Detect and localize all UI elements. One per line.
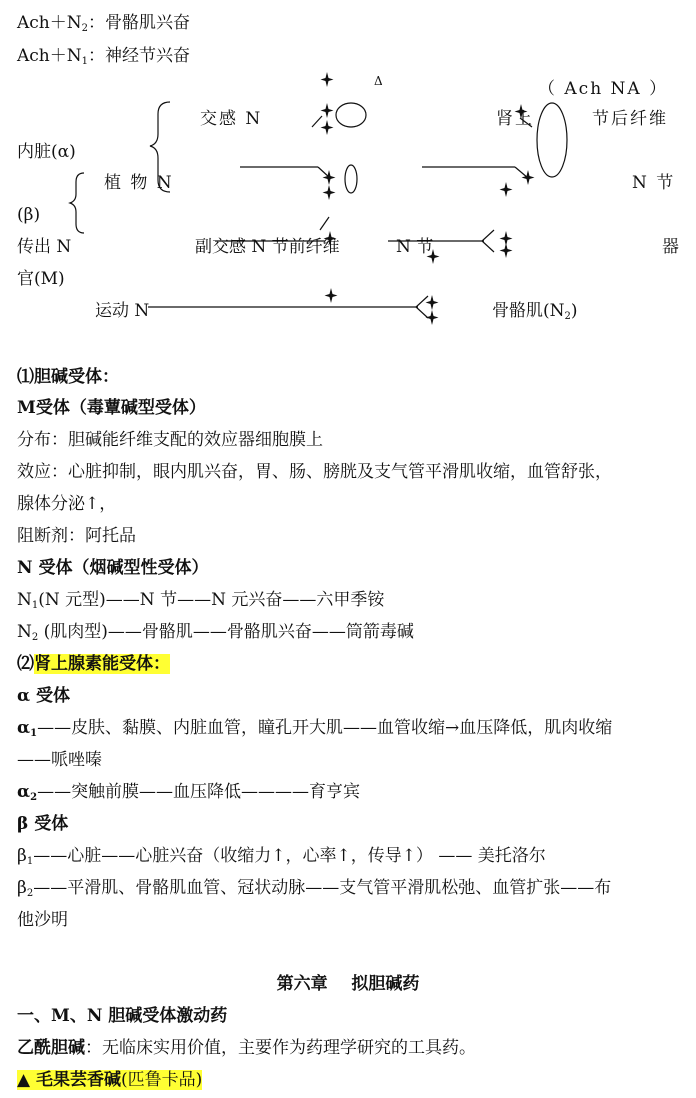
ach-na-label: （ Ach NA ） bbox=[538, 79, 669, 99]
sparkle-mark bbox=[522, 170, 535, 185]
n2-pre: N bbox=[17, 622, 32, 642]
ach-n2-pre: Ach＋N bbox=[17, 13, 82, 33]
alpha1-text: ——皮肤、黏膜、内脏血管，瞳孔开大肌——血管收缩→血压降低，肌肉收缩 bbox=[37, 718, 613, 738]
adrenal-ellipse bbox=[537, 103, 567, 177]
beta2-pre: β bbox=[17, 878, 27, 898]
organ-right-label: 器 bbox=[662, 237, 681, 257]
alpha1-pre: α bbox=[17, 718, 31, 738]
beta2-cont: 他沙明 bbox=[17, 910, 68, 930]
ach-n2-post: ：骨骼肌兴奋 bbox=[88, 13, 190, 33]
alpha2-text: ——突触前膜——血压降低————育亨宾 bbox=[37, 782, 361, 802]
sparkle-mark bbox=[321, 103, 334, 118]
beta1-line bbox=[17, 845, 546, 873]
section-heading: 一、M、N 胆碱受体激动药 bbox=[17, 1006, 228, 1026]
adrenergic-heading: 肾上腺素能受体： bbox=[34, 654, 170, 674]
viscera-label: 内脏(α) bbox=[17, 142, 76, 162]
sym-stub-line bbox=[312, 116, 322, 127]
ach-n1-sub: 1 bbox=[81, 56, 88, 67]
postganglionic-label: 节后纤维 bbox=[592, 109, 668, 129]
n1-sub: 1 bbox=[31, 600, 39, 611]
ach-line bbox=[17, 1037, 476, 1059]
n2-sub: 2 bbox=[31, 632, 39, 643]
organ-m-label: 官(M) bbox=[17, 269, 65, 289]
n2-line bbox=[17, 621, 414, 649]
motor-label: 运动 N bbox=[95, 301, 150, 321]
kidney-label: 肾上 bbox=[496, 109, 534, 129]
alpha2-pre: α bbox=[17, 782, 31, 802]
cholinergic-heading: ⑴胆碱受体： bbox=[17, 367, 119, 387]
parasympathetic-label: 副交感 N 节前纤维 bbox=[195, 237, 340, 257]
skeletal-n2-pre: 骨骼肌(N bbox=[492, 301, 565, 321]
alpha2-line bbox=[17, 781, 360, 809]
pilocarpine-name: 毛果芸香碱 bbox=[36, 1070, 121, 1090]
alpha1-sub: 1 bbox=[30, 728, 38, 739]
diagram-lines bbox=[0, 0, 696, 340]
skeletal-n2-post: ) bbox=[570, 301, 578, 321]
beta-label: (β) bbox=[17, 205, 41, 225]
n-jie-label: N 节 bbox=[632, 173, 676, 193]
beta-heading: β 受体 bbox=[17, 814, 69, 834]
delta-mark: Δ bbox=[374, 74, 383, 88]
pilocarpine-highlight bbox=[17, 1070, 202, 1090]
skeletal-n2-sub: 2 bbox=[564, 311, 571, 322]
ach-name: 乙酰胆碱 bbox=[17, 1038, 85, 1058]
ach-desc: ：无临床实用价值，主要作为药理学研究的工具药。 bbox=[85, 1038, 476, 1058]
beta1-sub: 1 bbox=[26, 856, 34, 867]
effect-text-1: 效应：心脏抑制，眼内肌兴奋，胃、肠、膀胱及支气管平滑肌收缩，血管舒张， bbox=[17, 462, 612, 482]
triangle-marker-icon: ▲ bbox=[17, 1070, 36, 1090]
alpha1-line bbox=[17, 717, 612, 745]
plant-label: 植 物 N bbox=[104, 173, 174, 193]
nervous-system-diagram bbox=[0, 0, 696, 340]
sym-ganglion-ellipse bbox=[336, 103, 366, 127]
para-stub-line bbox=[320, 217, 329, 230]
pilocarpine-line bbox=[17, 1069, 202, 1091]
beta1-text: ——心脏——心脏兴奋（收缩力↑，心率↑，传导↑） —— 美托洛尔 bbox=[33, 846, 546, 866]
sparkle-mark bbox=[426, 310, 439, 325]
plant-ganglion-ellipse bbox=[345, 165, 357, 193]
efferent-label: 传出 N bbox=[17, 237, 72, 257]
chapter-title: 第六章 拟胆碱药 bbox=[276, 974, 420, 994]
beta2-sub: 2 bbox=[26, 888, 34, 899]
ach-n2-sub: 2 bbox=[81, 23, 88, 34]
m-receptor-heading: M受体（毒蕈碱型受体） bbox=[17, 398, 206, 418]
n1-pre: N bbox=[17, 590, 32, 610]
sparkle-mark bbox=[500, 182, 513, 197]
alpha-heading: α 受体 bbox=[17, 686, 71, 706]
skeletal-n2-label bbox=[492, 300, 578, 328]
distribution-text: 分布：胆碱能纤维支配的效应器细胞膜上 bbox=[17, 430, 323, 450]
sparkle-mark bbox=[321, 72, 334, 87]
n1-line bbox=[17, 589, 384, 617]
adrenergic-heading-line bbox=[17, 653, 170, 675]
pilocarpine-alias: (匹鲁卡品) bbox=[121, 1070, 203, 1090]
blocker-text: 阻断剂：阿托品 bbox=[17, 526, 136, 546]
beta1-pre: β bbox=[17, 846, 27, 866]
sympathetic-label: 交感 N bbox=[200, 109, 263, 129]
sparkle-mark bbox=[321, 120, 334, 135]
ach-n1-post: ：神经节兴奋 bbox=[88, 46, 190, 66]
n-node-label: N 节 bbox=[396, 237, 434, 257]
n2-text: (肌肉型)——骨骼肌——骨骼肌兴奋——筒箭毒碱 bbox=[38, 622, 414, 642]
alpha1-cont: ——哌唑嗪 bbox=[17, 750, 102, 770]
alpha2-sub: 2 bbox=[30, 792, 38, 803]
effect-text-2: 腺体分泌↑， bbox=[17, 494, 117, 514]
ach-n1-pre: Ach＋N bbox=[17, 46, 82, 66]
n-receptor-heading: N 受体（烟碱型性受体） bbox=[17, 558, 209, 578]
lower-brace bbox=[70, 173, 84, 233]
beta2-text: ——平滑肌、骨骼肌血管、冠状动脉——支气管平滑肌松弛、血管扩张——布 bbox=[33, 878, 612, 898]
n1-text: (N 元型)——N 节——N 元兴奋——六甲季铵 bbox=[38, 590, 385, 610]
sparkle-mark bbox=[500, 243, 513, 258]
sparkle-mark bbox=[323, 185, 336, 200]
adrenergic-number: ⑵ bbox=[17, 654, 34, 674]
sparkle-mark bbox=[325, 288, 338, 303]
beta2-line bbox=[17, 877, 611, 905]
